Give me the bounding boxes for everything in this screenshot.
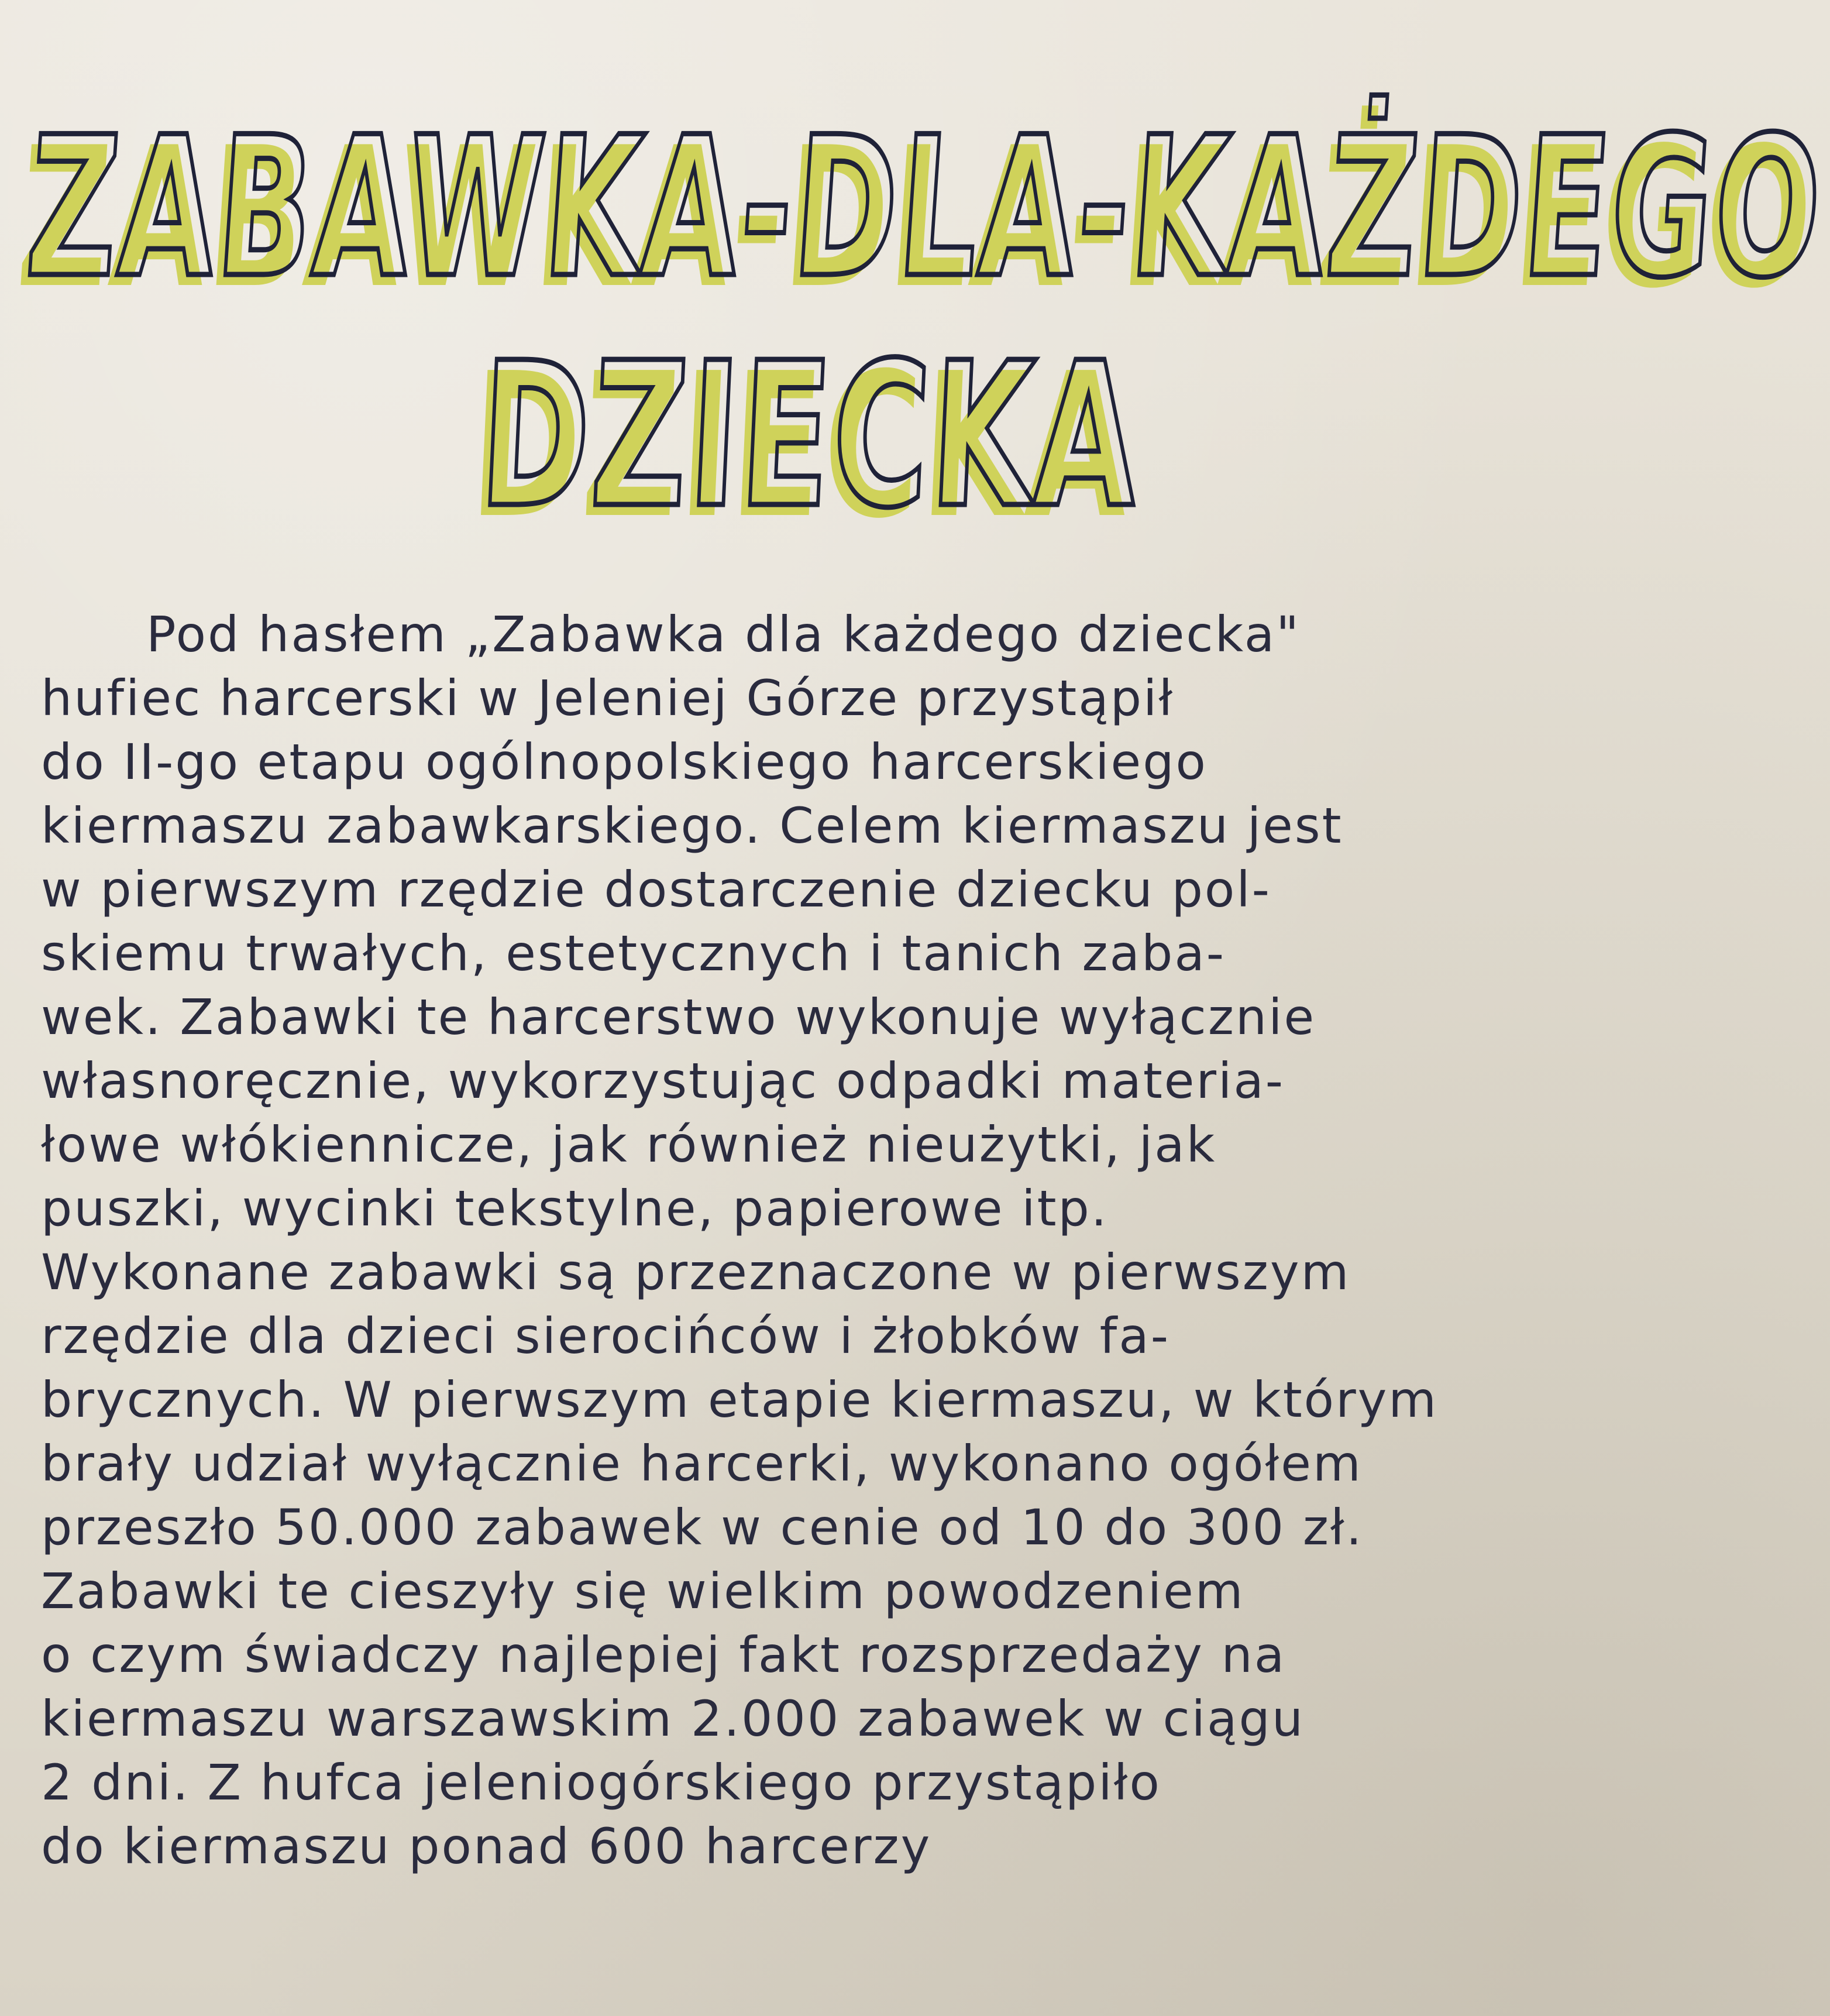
text-line: Wykonane zabawki są przeznaczone w pierwszym — [41, 1244, 1351, 1301]
text-line: skiemu trwałych, estetycznych i tanich zaba- — [41, 925, 1226, 982]
text-line: 2 dni. Z hufca jeleniogórskiego przystąpiło — [41, 1754, 1161, 1811]
text-line: własnoręcznie, wykorzystując odpadki materia- — [41, 1052, 1285, 1110]
text-line: w pierwszym rzędzie dostarczenie dziecku pol- — [41, 861, 1271, 918]
text-line: do II-go etapu ogólnopolskiego harcerskiego — [41, 733, 1208, 791]
text-line: Zabawki te cieszyły się wielkim powodzeniem — [41, 1562, 1245, 1620]
text-line: Pod hasłem „Zabawka dla każdego dziecka" — [146, 606, 1301, 663]
text-line: brały udział wyłącznie harcerki, wykonano ogółem — [41, 1435, 1363, 1492]
text-line: łowe włókiennicze, jak również nieużytki, jak — [41, 1116, 1217, 1173]
text-line: kiermaszu zabawkarskiego. Celem kiermaszu jest — [41, 797, 1343, 854]
text-line: kiermaszu warszawskim 2.000 zabawek w ciągu — [41, 1690, 1305, 1747]
text-line: rzędzie dla dzieci sierocińców i żłobków fa- — [41, 1307, 1171, 1365]
text-line: puszki, wycinki tekstylne, papierowe itp. — [41, 1180, 1109, 1237]
text-line: o czym świadczy najlepiej fakt rozsprzedaży na — [41, 1626, 1286, 1684]
text-line: brycznych. W pierwszym etapie kiermaszu, w którym — [41, 1371, 1439, 1428]
handwritten-article — [41, 603, 1468, 1878]
text-line: hufiec harcerski w Jeleniej Górze przystąpił — [41, 669, 1175, 727]
page-title-line-1: ZABAWKA-DLA-KAŻDEGO — [20, 95, 1830, 320]
text-line: wek. Zabawki te harcerstwo wykonuje wyłącznie — [41, 988, 1316, 1046]
text-line: do kiermaszu ponad 600 harcerzy — [41, 1818, 932, 1875]
page-title-line-2: DZIECKA — [476, 320, 1146, 552]
text-line: przeszło 50.000 zabawek w cenie od 10 do 300 zł. — [41, 1499, 1364, 1556]
